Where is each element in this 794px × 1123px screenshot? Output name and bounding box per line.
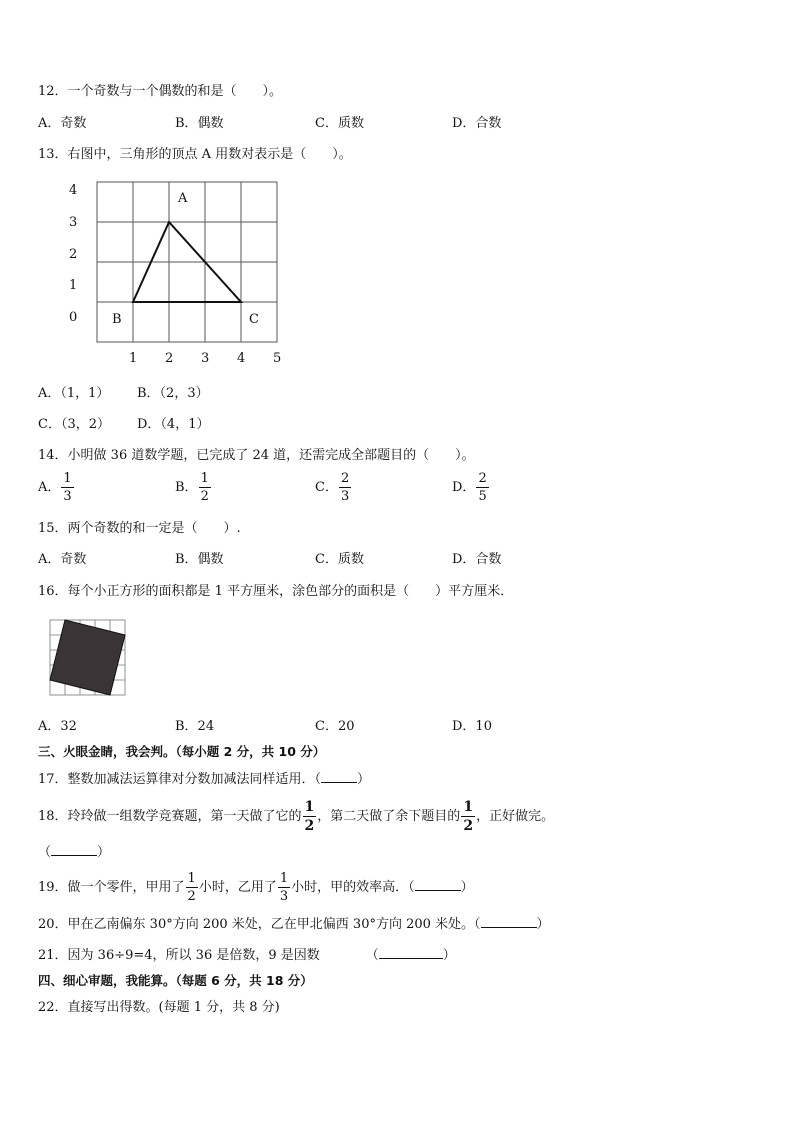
- fraction-numerator: 1: [200, 471, 209, 486]
- q21-open-paren: （: [365, 948, 379, 963]
- section-4-heading: 四、细心审题，我能算。（每题 6 分，共 18 分）: [38, 973, 313, 988]
- q14-option-c-label: C．: [315, 480, 338, 495]
- q17-text: 17．整数加减法运算律对分数加减法同样适用．（: [38, 772, 322, 787]
- q19-text-b: 小时，乙用了: [198, 880, 277, 895]
- q19-close-paren: ）: [460, 880, 474, 895]
- x-tick-4: 4: [237, 351, 246, 366]
- fraction: [199, 472, 211, 503]
- fraction: [61, 472, 73, 503]
- q16-option-a[interactable]: A．32: [38, 719, 77, 734]
- q20-text: 20．甲在乙南偏东 30°方向 200 米处，乙在甲北偏西 30°方向 200 米处。（: [38, 917, 481, 932]
- q14-option-c[interactable]: [315, 472, 352, 503]
- question-12: 12．一个奇数与一个偶数的和是（ ）。: [38, 84, 283, 99]
- coordinate-grid-figure: [60, 180, 290, 370]
- shaded-square: [50, 620, 125, 695]
- q15-option-b[interactable]: B．偶数: [175, 552, 224, 567]
- fraction-numerator: 1: [304, 799, 315, 815]
- q20-answer-blank[interactable]: [481, 915, 537, 928]
- q19-answer-blank[interactable]: [415, 878, 461, 891]
- fraction-numerator: 1: [187, 871, 196, 886]
- q18-answer-blank[interactable]: [51, 843, 97, 856]
- q14-option-a-label: A．: [38, 480, 61, 495]
- q12-option-b[interactable]: B．偶数: [175, 116, 224, 131]
- x-tick-5: 5: [273, 351, 282, 366]
- q14-option-a[interactable]: [38, 472, 75, 503]
- fraction-denominator: 2: [187, 889, 196, 904]
- q18-answer: [38, 843, 110, 862]
- q18-text-a: 18．玲玲做一组数学竞赛题，第一天做了它的: [38, 809, 302, 824]
- x-tick-2: 2: [165, 351, 174, 366]
- fraction: [461, 800, 475, 833]
- question-13: 13．右图中，三角形的顶点 A 用数对表示是（ ）。: [38, 147, 352, 162]
- question-17: [38, 770, 370, 789]
- x-tick-3: 3: [201, 351, 210, 366]
- fraction-denominator: 3: [279, 889, 289, 904]
- q17-answer-blank[interactable]: [321, 770, 357, 783]
- question-19: [38, 872, 474, 903]
- q12-option-a[interactable]: A．奇数: [38, 116, 87, 131]
- point-label-c: C: [249, 312, 259, 327]
- q21-text: 21．因为 36÷9=4，所以 36 是倍数，9 是因数: [38, 948, 320, 963]
- q12-option-c[interactable]: C．质数: [315, 116, 364, 131]
- fraction: [278, 872, 290, 903]
- q15-option-a[interactable]: A．奇数: [38, 552, 87, 567]
- y-tick-1: 1: [69, 278, 78, 293]
- fraction-denominator: 2: [200, 489, 209, 504]
- q20-close-paren: ）: [536, 917, 550, 932]
- q18-text-c: ，正好做完。: [476, 809, 555, 824]
- q12-option-d[interactable]: D．合数: [452, 116, 502, 131]
- q13-option-c[interactable]: C．（3，2）: [38, 417, 110, 432]
- point-label-a: A: [178, 191, 188, 206]
- question-14: 14．小明做 36 道数学题，已完成了 24 道，还需完成全部题目的（ ）。: [38, 448, 475, 463]
- fraction-numerator: 2: [478, 471, 487, 486]
- fraction-numerator: 2: [340, 471, 350, 486]
- y-tick-3: 3: [69, 215, 78, 230]
- q18-text-b: ，第二天做了余下题目的: [317, 809, 461, 824]
- q14-option-d-label: D．: [452, 480, 476, 495]
- q13-option-d[interactable]: D．（4，1）: [137, 417, 210, 432]
- question-18: [38, 800, 554, 833]
- fraction: [339, 472, 351, 503]
- point-label-b: B: [112, 312, 122, 327]
- fraction-numerator: 1: [63, 471, 72, 486]
- q16-option-c[interactable]: C．20: [315, 719, 355, 734]
- y-tick-0: 0: [69, 310, 78, 325]
- q13-option-b[interactable]: B．（2，3）: [137, 386, 209, 401]
- x-tick-1: 1: [129, 351, 138, 366]
- q21-close-paren: ）: [442, 948, 456, 963]
- q16-option-b[interactable]: B．24: [175, 719, 215, 734]
- q19-text-c: 小时，甲的效率高．（: [291, 880, 415, 895]
- q14-option-d[interactable]: [452, 472, 490, 503]
- fraction-numerator: 1: [279, 871, 289, 886]
- q16-option-d[interactable]: D．10: [452, 719, 492, 734]
- q14-option-b[interactable]: [175, 472, 212, 503]
- q17-close-paren: ）: [357, 772, 371, 787]
- section-3-heading: 三、火眼金睛，我会判。（每小题 2 分，共 10 分）: [38, 744, 326, 759]
- fraction: [186, 872, 198, 903]
- q18-open-paren: （: [38, 845, 52, 860]
- question-16: 16．每个小正方形的面积都是 1 平方厘米，涂色部分的面积是（ ）平方厘米．: [38, 584, 514, 599]
- q13-option-a[interactable]: A．（1，1）: [38, 386, 110, 401]
- fraction: [476, 472, 488, 503]
- question-15: 15．两个奇数的和一定是（ ）.: [38, 521, 241, 536]
- q14-option-b-label: B．: [175, 480, 198, 495]
- question-22: 22．直接写出得数。(每题 1 分，共 8 分): [38, 1000, 280, 1015]
- q15-option-d[interactable]: D．合数: [452, 552, 502, 567]
- fraction-denominator: 3: [340, 489, 350, 504]
- shaded-square-figure: [48, 614, 130, 696]
- question-20: [38, 915, 550, 934]
- q21-answer-blank[interactable]: [379, 946, 443, 959]
- y-tick-2: 2: [69, 247, 78, 262]
- fraction: [303, 800, 317, 833]
- question-21: [38, 946, 456, 965]
- q19-text-a: 19．做一个零件，甲用了: [38, 880, 185, 895]
- fraction-denominator: 3: [63, 489, 72, 504]
- q18-close-paren: ）: [97, 845, 111, 860]
- y-tick-4: 4: [69, 183, 78, 198]
- fraction-denominator: 5: [478, 489, 487, 504]
- fraction-numerator: 1: [463, 799, 474, 815]
- fraction-denominator: 2: [463, 818, 474, 834]
- fraction-denominator: 2: [304, 818, 315, 834]
- q15-option-c[interactable]: C．质数: [315, 552, 364, 567]
